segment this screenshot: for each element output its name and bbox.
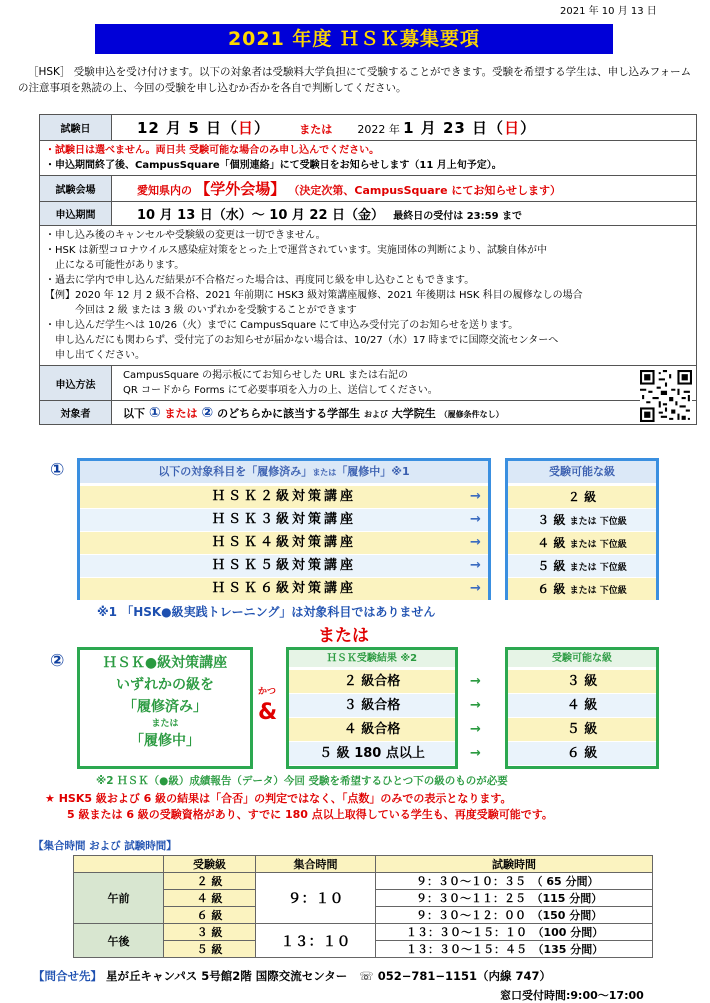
qr-code-icon[interactable] [640, 370, 692, 422]
method-label: 申込方法 [40, 366, 112, 401]
section1-grade: ６ 級 または 下位級 [508, 578, 656, 600]
section1-grade: ２ 級 [508, 486, 656, 508]
section2-result: ２ 級合格 [289, 670, 455, 693]
intro-text: ［HSK］ 受験申込を受け付けます。以下の対象者は受験料大学負担にて受験することができます。受験を希望する学生は、申し込みフォームの注意事項を熟読の上、今回の受験を申し込むか否かを各自で判断してください。 [18, 66, 692, 94]
arrow-icon: → [470, 746, 481, 761]
section2-grade: ６ 級 [508, 742, 656, 765]
section1-course: ＨＳＫ４級対策講座 [80, 532, 488, 554]
exam-date-label: 試験日 [40, 115, 112, 141]
contact-line: 【問合せ先】 星が丘キャンパス 5号館2階 国際交流センター ☏ 052−781−1151（内線 747） [33, 969, 551, 983]
arrow-icon: → [470, 489, 481, 504]
section1-header-left: 以下の対象科目を「履修済み」または「履修中」※1 [80, 461, 488, 483]
venue-value: 愛知県内の 【学外会場】 （決定次第、CampusSquare にてお知らせします） [112, 176, 697, 202]
section1-course: ＨＳＫ３級対策講座 [80, 509, 488, 531]
section2-result: ３ 級合格 [289, 694, 455, 717]
section2-result: ４ 級合格 [289, 718, 455, 741]
section2-header-right: 受験可能な級 [508, 650, 656, 667]
section2-result: ５ 級 180 点以上 [289, 742, 455, 765]
phone-icon: ☏ [359, 969, 374, 983]
section1-course: ＨＳＫ２級対策講座 [80, 486, 488, 508]
section1-grade: ３ 級 または 下位級 [508, 509, 656, 531]
section1-course: ＨＳＫ５級対策講座 [80, 555, 488, 577]
morning-gather: ９：１０ [256, 873, 376, 924]
or-divider: または [318, 626, 369, 646]
section2-marker: ② [50, 651, 65, 671]
general-notes: ・申し込み後のキャンセルや受験級の変更は一切できません。 ・HSK は新型コロナウイルス感染症対策をとった上で運営されています。実施団体の判断により、試験自体が中 止になる可能性があります。 ・過去に学内で申し込んだ結果が不合格だった場合は、再度同じ級を申し込むこともできます。 【例】2020 年 12 月 2 級不合格、2021 年前期に HSK3 級対策講座履修、2021 年後期は HSK 科目の履修なしの場合 今回は 2 級 または 3 級 のいずれかを受験することができます ・申し込んだ学生へは 10/26（火）までに CampusSquare にて申込み受付完了のお知らせを送ります。 申し込んだにも関わらず、受付完了のお知らせが届かない場合は、10/27（水）17 時までに国際交流センターへ 申し出てください。 [40, 226, 697, 366]
page-title: 2021 年度 ＨＳＫ募集要項 [95, 24, 613, 54]
section1-marker: ① [50, 460, 65, 480]
section2-grade: ５ 級 [508, 718, 656, 741]
katsu-label: かつ [258, 687, 277, 697]
arrow-icon: → [470, 535, 481, 550]
section2-header-mid: ＨＳＫ受験結果 ※2 [289, 650, 455, 667]
schedule-table: 受験級 集合時間 試験時間 午前 ２ 級 ９：１０ ９：３０～１０：３５ （ 65 分間） ４ 級 ９：３０～１１：２５ （115 分間） ６ 級 ９：３０～１２：００ （150 分間） 午後 ３ 級 １３：１０ １３：３０～１５：１０ （100 分間） ５ 級 １３：３０～１５：４５ （135 分間） [73, 855, 653, 958]
arrow-icon: → [470, 558, 481, 573]
star-note-2: 5 級または 6 級の受験資格があり、すでに 180 点以上取得している学生も、再度受験可能です。 [67, 808, 553, 821]
morning-label: 午前 [74, 873, 164, 924]
arrow-icon: → [470, 512, 481, 527]
issue-date: 2021 年 10 月 13 日 [560, 6, 657, 17]
section2-footnote: ※2 ＨＳＫ（●級）成績報告（データ）今回 受験を希望するひとつ下の級のものが必要 [96, 775, 508, 787]
afternoon-gather: １３：１０ [256, 924, 376, 958]
method-value: CampusSquare の掲示板にてお知らせした URL または右記の QR コードから Forms にて必要事項を入力の上、送信してください。 [112, 366, 697, 401]
arrow-icon: → [470, 581, 481, 596]
arrow-icon: → [470, 698, 481, 713]
section1-footnote: ※1 「HSK●級実践トレーニング」は対象科目ではありません [97, 605, 436, 619]
section2-grade: ４ 級 [508, 694, 656, 717]
period-label: 申込期間 [40, 202, 112, 226]
section2-left-text: ＨＳＫ●級対策講座 いずれかの級を 「履修済み」 または 「履修中」 [102, 655, 228, 749]
schedule-title: 【集合時間 および 試験時間】 [33, 840, 177, 852]
afternoon-label: 午後 [74, 924, 164, 958]
target-value: 以下 ① または ② のどちらかに該当する学部生 および 大学院生 （履修条件なし） [112, 401, 697, 425]
section1-header-right: 受験可能な級 [508, 461, 656, 483]
star-note: ★ HSK5 級および 6 級の結果は「合否」の判定ではなく、「点数」のみでの表示となります。 [45, 792, 512, 805]
exam-date-value: 12 月 5 日（日） または 2022 年 1 月 23 日（日） [112, 115, 697, 141]
section1-grade: ４ 級 または 下位級 [508, 532, 656, 554]
ampersand: & [258, 700, 278, 725]
section1-course: ＨＳＫ６級対策講座 [80, 578, 488, 600]
exam-date-notes: ・試験日は選べません。両日共 受験可能な場合のみ申し込んでください。 ・申込期間終了後、CampusSquare「個別連絡」にて受験日をお知らせします（11 月上旬予定）。 [40, 141, 697, 176]
arrow-icon: → [470, 674, 481, 689]
period-value: 10 月 13 日（水）～ 10 月 22 日（金） 最終日の受付は 23:59 まで [112, 202, 697, 226]
info-table [39, 114, 697, 425]
contact-hours: 窓口受付時間:9:00～17:00 [500, 989, 644, 1002]
section1-grade: ５ 級 または 下位級 [508, 555, 656, 577]
venue-label: 試験会場 [40, 176, 112, 202]
arrow-icon: → [470, 722, 481, 737]
target-label: 対象者 [40, 401, 112, 425]
section2-grade: ３ 級 [508, 670, 656, 693]
